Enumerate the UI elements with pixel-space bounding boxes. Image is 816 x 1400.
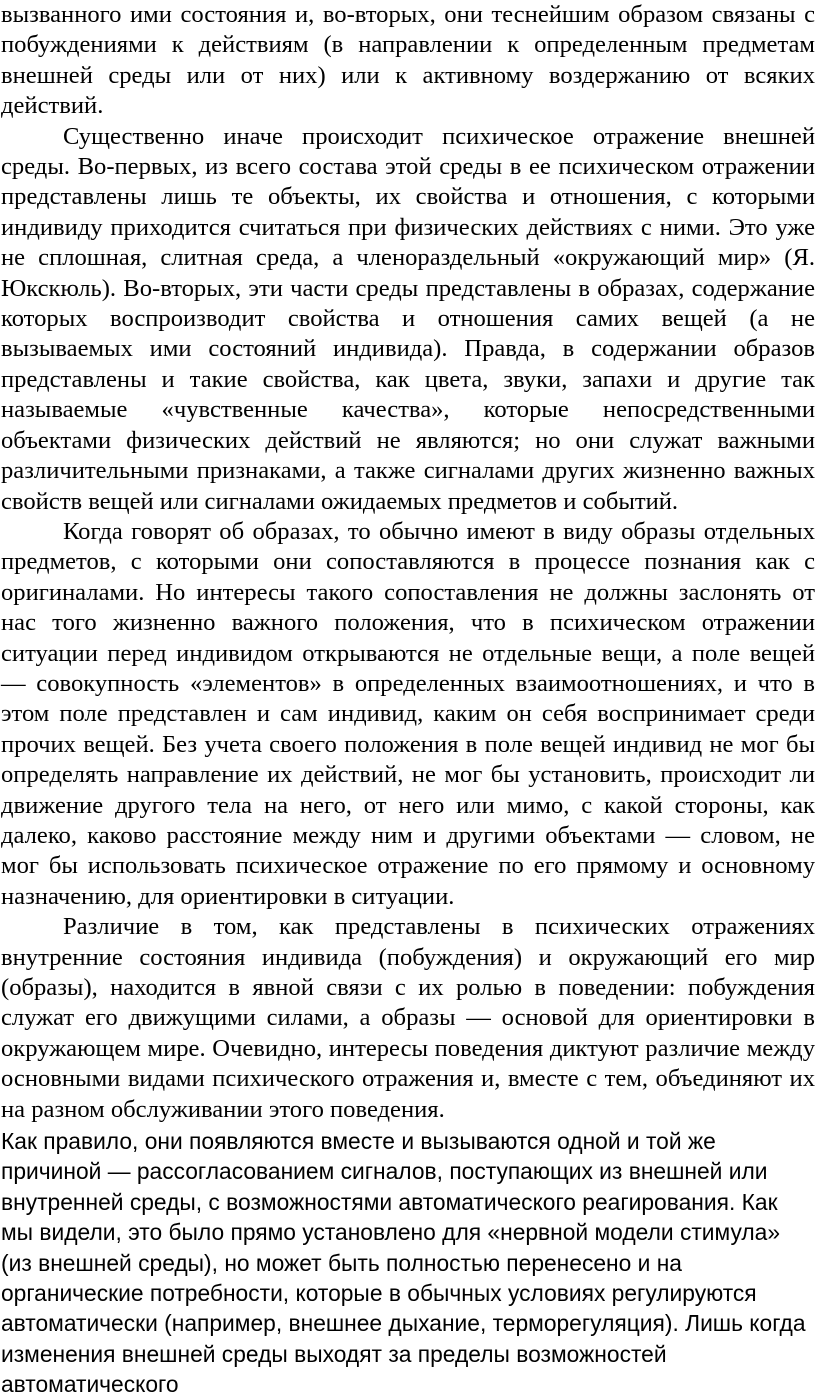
paragraph-4: Различие в том, как представлены в психических отражениях внутренние состояния индивида (побуждения) и окружающий его мир (образы), находится в явной связи с их ролью в поведении: побуждения служат его движущими силами, а образы — основой для ориентировки в окружающем мире. Очевидно, интересы поведения диктуют различие между основными видами психического отражения и, вместе с тем, объединяют их на разном обслуживании этого поведения. [1,913,815,1123]
paragraph-5: Как правило, они появляются вместе и вызываются одной и той же причиной — рассогласованием сигналов, поступающих из внешней или внутренней среды, с возможностями автоматического реагирования. Как мы видели, это было прямо установлено для «нервной модели стимула» (из внешней среды), но может быть полностью перенесено и на органические потребности, которые в обычных условиях регулируются автоматически (например, внешнее дыхание, терморегуляция). Лишь когда изменения внешней среды выходят за пределы возможностей автоматического [1,1128,806,1398]
paragraph-2: Существенно иначе происходит психическое отражение внешней среды. Во-первых, из всего состава этой среды в ее психическом отражении представлены лишь те объекты, их свойства и отношения, с которыми индивиду приходится считаться при физических действиях с ними. Это уже не сплошная, слитная среда, а членораздельный «окружающий мир» (Я. Юкскюль). Во-вторых, эти части среды представлены в образах, содержание которых воспроизводит свойства и отношения самих вещей (а не вызываемых ими состояний индивида). Правда, в содержании образов представлены и такие свойства, как цвета, звуки, запахи и другие так называемые «чувственные качества», которые непосредственными объектами физических действий не являются; но они служат важными различительными признаками, а также сигналами других жизненно важных свойств вещей или сигналами ожидаемых предметов и событий. [1,122,815,515]
paragraph-1: вызванного ими состояния и, во-вторых, они теснейшим образом связаны с побуждениями к действиям (в направлении к определенным предметам внешней среды или от них) или к активному воздержанию от всяких действий. [1,1,815,120]
paragraph-3: Когда говорят об образах, то обычно имеют в виду образы отдельных предметов, с которыми они сопоставляются в процессе познания как с оригиналами. Но интересы такого сопоставления не должны заслонять от нас того жизненно важного положения, что в психическом отражении ситуации перед индивидом открываются не отдельные вещи, а поле вещей — совокупность «элементов» в определенных взаимоотношениях, и что в этом поле представлен и сам индивид, каким он себя воспринимает среди прочих вещей. Без учета своего положения в поле вещей индивид не мог бы определять направление их действий, не мог бы установить, происходит ли движение другого тела на него, от него или мимо, с какой стороны, как далеко, каково расстояние между ним и другими объектами — словом, не мог бы использовать психическое отражение по его прямому и основному назначению, для ориентировки в ситуации. [1,517,815,910]
